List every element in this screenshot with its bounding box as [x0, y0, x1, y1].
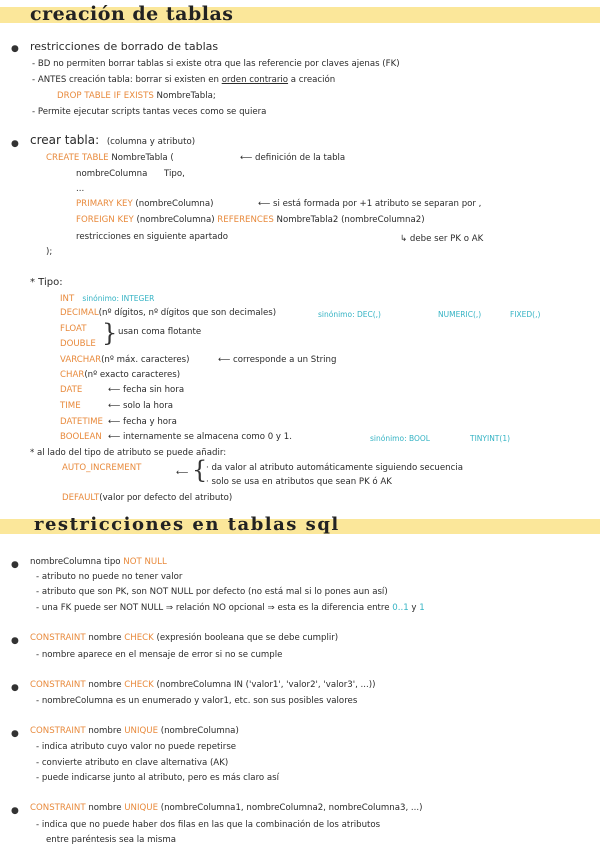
synonym: NUMERIC(,)	[438, 310, 482, 319]
annotation: ⟵	[176, 468, 189, 478]
code-line: Tipo,	[164, 169, 185, 179]
annotation: ⟵ internamente se almacena como 0 y 1.	[108, 432, 292, 442]
brace-icon: {	[192, 456, 208, 484]
note-line: - ANTES creación tabla: borrar si existen en orden contrario a creación	[32, 75, 336, 85]
not-null-line: nombreColumna tipo NOT NULL	[30, 557, 167, 567]
code-line: restricciones en siguiente apartado	[76, 232, 229, 242]
note-line: - nombre aparece en el mensaje de error si no se cumple	[36, 650, 283, 660]
bullet: ●	[11, 683, 19, 693]
code-primary-key: PRIMARY KEY (nombreColumna)	[76, 199, 214, 209]
annotation: usan coma flotante	[118, 327, 202, 337]
heading-borrado: restricciones de borrado de tablas	[30, 40, 219, 53]
annotation: ⟵ si está formada por +1 atributo se separan por ,	[258, 199, 482, 209]
annotation: ⟵ fecha y hora	[108, 417, 177, 427]
section-title-restricciones: restricciones en tablas sql	[34, 514, 340, 535]
constraint-unique: CONSTRAINT nombre UNIQUE (nombreColumna)	[30, 726, 239, 736]
note-line: * al lado del tipo de atributo se puede añadir:	[30, 448, 227, 458]
note-line: - puede indicarse junto al atributo, pero es más claro así	[36, 773, 280, 783]
type-int: INT sinónimo: INTEGER	[60, 294, 155, 304]
bullet: ●	[11, 636, 19, 646]
code-line: nombreColumna	[76, 169, 148, 179]
code-foreign-key: FOREIGN KEY (nombreColumna) REFERENCES NombreTabla2 (nombreColumna2)	[76, 215, 425, 225]
attr-auto-increment: AUTO_INCREMENT	[62, 463, 142, 473]
type-time: TIME	[60, 401, 81, 411]
note-line: - una FK puede ser NOT NULL ⇒ relación NO opcional ⇒ esta es la diferencia entre 0..1 y 1	[36, 603, 425, 613]
type-float: FLOAT	[60, 324, 87, 334]
synonym: FIXED(,)	[510, 310, 541, 319]
type-varchar: VARCHAR(nº máx. caracteres)	[60, 355, 190, 365]
bullet: ●	[11, 44, 19, 54]
type-boolean: BOOLEAN	[60, 432, 102, 442]
code-create-table: CREATE TABLE NombreTabla (	[46, 153, 174, 163]
constraint-check: CONSTRAINT nombre CHECK (expresión booleana que se debe cumplir)	[30, 633, 339, 643]
note-line: - BD no permiten borrar tablas si existe otra que las referencie por claves ajenas (FK)	[32, 59, 400, 69]
synonym: TINYINT(1)	[470, 434, 511, 443]
type-date: DATE	[60, 385, 83, 395]
note-line: - Permite ejecutar scripts tantas veces como se quiera	[32, 107, 267, 117]
constraint-unique-multi: CONSTRAINT nombre UNIQUE (nombreColumna1, nombreColumna2, nombreColumna3, ...)	[30, 803, 423, 813]
annotation: ⟵ fecha sin hora	[108, 385, 185, 395]
code-line: );	[46, 247, 53, 257]
bullet: ●	[11, 806, 19, 816]
code-line: ...	[76, 184, 85, 194]
type-datetime: DATETIME	[60, 417, 103, 427]
type-double: DOUBLE	[60, 339, 96, 349]
heading-tipo: * Tipo:	[30, 277, 63, 288]
annotation: · solo se usa en atributos que sean PK ó AK	[206, 477, 392, 487]
annotation: ⟵ definición de la tabla	[240, 153, 346, 163]
synonym: sinónimo: DEC(,)	[318, 310, 381, 319]
bullet: ●	[11, 729, 19, 739]
type-char: CHAR(nº exacto caracteres)	[60, 370, 181, 380]
synonym: sinónimo: BOOL	[370, 434, 430, 443]
heading-crear-tabla: crear tabla: (columna y atributo)	[30, 133, 196, 147]
note-line: - atributo que son PK, son NOT NULL por defecto (no está mal si lo pones aun así)	[36, 587, 388, 597]
annotation: ⟵ solo la hora	[108, 401, 174, 411]
bullet: ●	[11, 560, 19, 570]
type-decimal: DECIMAL(nº dígitos, nº dígitos que son decimales)	[60, 308, 277, 318]
note-line: - indica que no puede haber dos filas en las que la combinación de los atributos	[36, 820, 381, 830]
annotation: ↳ debe ser PK o AK	[400, 234, 484, 244]
bullet: ●	[11, 139, 19, 149]
note-line: - atributo no puede no tener valor	[36, 572, 183, 582]
section-title-creacion: creación de tablas	[30, 3, 234, 25]
note-line: - indica atributo cuyo valor no puede repetirse	[36, 742, 237, 752]
attr-default: DEFAULT(valor por defecto del atributo)	[62, 493, 233, 503]
brace-icon: }	[102, 319, 118, 347]
note-line: - convierte atributo en clave alternativa (AK)	[36, 758, 229, 768]
note-line: entre paréntesis sea la misma	[46, 835, 177, 845]
annotation: ⟵ corresponde a un String	[218, 355, 337, 365]
constraint-check-in: CONSTRAINT nombre CHECK (nombreColumna IN ('valor1', 'valor2', 'valor3', ...))	[30, 680, 376, 690]
annotation: · da valor al atributo automáticamente siguiendo secuencia	[206, 463, 463, 473]
note-line: - nombreColumna es un enumerado y valor1, etc. son sus posibles valores	[36, 696, 358, 706]
code-drop-table: DROP TABLE IF EXISTS NombreTabla;	[57, 91, 216, 101]
